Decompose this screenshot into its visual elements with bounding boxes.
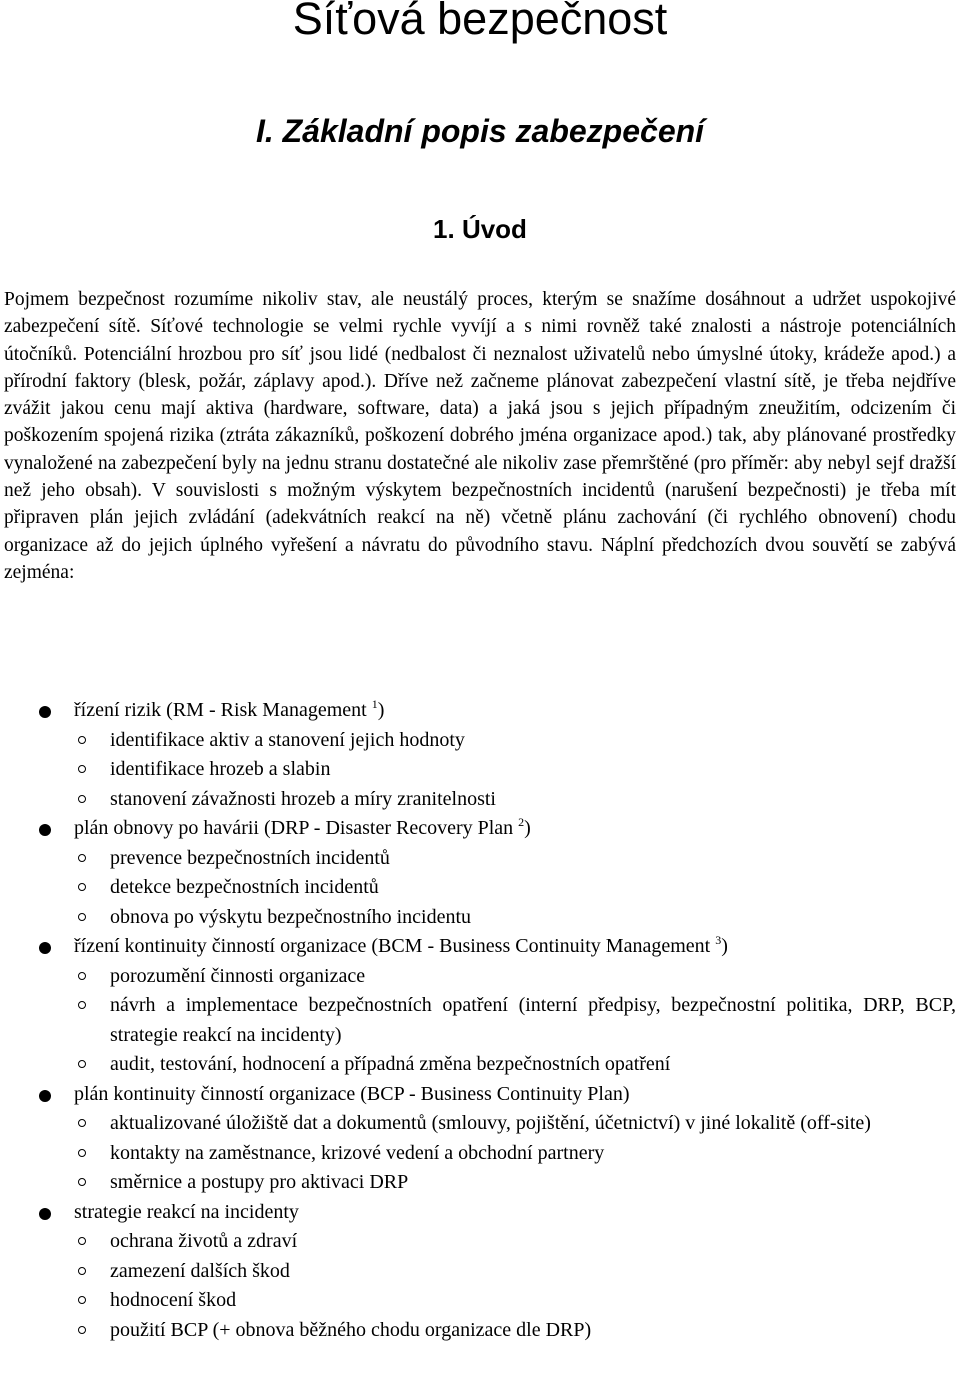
sub-list-item: [0, 1168, 960, 1198]
document-title: Síťová bezpečnost: [292, 0, 668, 44]
list-item-label: plán obnovy po havárii (DRP - Disaster Recovery Plan: [74, 817, 519, 839]
sub-list: [0, 1109, 960, 1198]
intro-paragraph: Pojmem bezpečnost rozumíme nikoliv stav, ale neustálý proces, kterým se snažíme dosáhnout a udržet uspokojivé zabezpečení sítě. Síťové technologie se velmi rychle vyvíjí a s nimi rovněž také znalosti a nástroje potenciálních útočníků. Potenciální hrozbou pro síť jsou lidé (nedbalost či neznalost uživatelů nebo úmyslné útoky, krádeže apod.) a přírodní faktory (blesk, požár, záplavy apod.). Dříve než začneme plánovat zabezpečení vlastní sítě, je třeba nejdříve zvážit jakou cenu mají aktiva (hardware, software, data) a jaká jsou s jejich případným zneužitím, odcizením či poškozením spojená rizika (ztráta zákazníků, poškození dobrého jména organizace apod.) tak, aby plánované prostředky vynaložené na zabezpečení byly na jednu stranu dostatečné ale nikoliv zase přemrštěné (pro příměr: aby nebyl sejf dražší než jeho obsah). V souvislosti s možným výskytem bezpečnostních incidentů (narušení bezpečnosti) je třeba mít připraven plán jejich zvládání (adekvátních reakcí na ně) včetně plánu zachování (či rychlého obnovení) chodu organizace až do jejich úplného vyřešení a návratu do původního stavu. Náplní předchozích dvou souvětí se zabývá zejména:: [4, 289, 956, 583]
list-item-suffix: ): [721, 935, 728, 957]
hollow-bullet-icon: [78, 765, 86, 773]
hollow-bullet-icon: [78, 1237, 86, 1245]
sub-list-item-text: návrh a implementace bezpečnostních opatření (interní předpisy, bezpečnostní politika, DRP, BCP, strategie reakcí na incidenty): [110, 994, 956, 1046]
sub-list-item-text: audit, testování, hodnocení a případná změna bezpečnostních opatření: [110, 1053, 671, 1075]
sub-list-item: [0, 1109, 960, 1139]
list-item-label: plán kontinuity činností organizace (BCP - Business Continuity Plan): [74, 1082, 630, 1105]
list-item: [0, 932, 960, 962]
sub-list-item: [0, 1227, 960, 1257]
sub-list-item: [0, 755, 960, 785]
sub-list-item-text: hodnocení škod: [110, 1289, 237, 1311]
sub-list-item: [0, 1139, 960, 1169]
topic-list: [0, 696, 960, 1345]
filled-bullet-icon: [39, 1090, 51, 1102]
hollow-bullet-icon: [78, 854, 86, 862]
list-item-label: strategie reakcí na incidenty: [74, 1200, 299, 1223]
sub-list-wrapper: [0, 962, 960, 1080]
filled-bullet-icon: [39, 942, 51, 954]
sub-list-item: [0, 1286, 960, 1316]
hollow-bullet-icon: [78, 736, 86, 744]
footnote-marker: 2: [518, 815, 525, 829]
sub-list: [0, 844, 960, 933]
sub-list-wrapper: [0, 1109, 960, 1198]
filled-bullet-icon: [39, 824, 51, 836]
hollow-bullet-icon: [78, 1178, 86, 1186]
sub-list-item-text: ochrana životů a zdraví: [110, 1230, 298, 1252]
sub-list-item-text: identifikace aktiv a stanovení jejich hodnoty: [110, 728, 465, 751]
list-item: [0, 696, 960, 726]
hollow-bullet-icon: [78, 883, 86, 891]
sub-list-item-text: prevence bezpečnostních incidentů: [110, 846, 390, 869]
sub-list-wrapper: [0, 726, 960, 815]
sub-list-item: [0, 903, 960, 933]
sub-list-item: [0, 844, 960, 874]
list-item-suffix: ): [377, 699, 385, 721]
hollow-bullet-icon: [78, 1267, 86, 1275]
sub-list-item-text: obnova po výskytu bezpečnostního incidentu: [110, 905, 472, 928]
sub-list-item-text: kontakty na zaměstnance, krizové vedení a obchodní partnery: [110, 1141, 605, 1164]
sub-list-wrapper: [0, 1227, 960, 1345]
list-item-suffix: ): [524, 817, 531, 839]
sub-list-item-text: stanovení závažnosti hrozeb a míry zranitelnosti: [110, 787, 496, 810]
list-item-label: řízení kontinuity činností organizace (BCM - Business Continuity Management: [74, 935, 716, 957]
sub-list-item-text: identifikace hrozeb a slabin: [110, 758, 331, 780]
sub-list: [0, 1227, 960, 1345]
sub-list-item-text: aktualizované úložiště dat a dokumentů (smlouvy, pojištění, účetnictví) v jiné lokalitě (off-site): [110, 1112, 871, 1134]
section-heading: 1. Úvod: [433, 214, 527, 244]
filled-bullet-icon: [39, 1208, 51, 1220]
sub-list-item: [0, 962, 960, 992]
list-item: [0, 1198, 960, 1228]
sub-list-item: [0, 726, 960, 756]
sub-list-item-text: zamezení dalších škod: [110, 1259, 290, 1282]
sub-list-item: [0, 991, 960, 1050]
sub-list-item-text: použití BCP (+ obnova běžného chodu organizace dle DRP): [110, 1318, 592, 1341]
filled-bullet-icon: [39, 706, 51, 718]
sub-list: [0, 726, 960, 815]
footnote-marker: 1: [371, 697, 378, 711]
sub-list-item-text: směrnice a postupy pro aktivaci DRP: [110, 1171, 409, 1193]
sub-list-wrapper: [0, 844, 960, 933]
hollow-bullet-icon: [78, 1119, 86, 1127]
hollow-bullet-icon: [78, 1149, 86, 1157]
sub-list-item: [0, 1257, 960, 1287]
sub-list-item: [0, 873, 960, 903]
hollow-bullet-icon: [78, 913, 86, 921]
hollow-bullet-icon: [78, 972, 86, 980]
sub-list-item: [0, 1316, 960, 1346]
hollow-bullet-icon: [78, 1060, 86, 1068]
sub-list-item: [0, 1050, 960, 1080]
list-item-label: řízení rizik (RM - Risk Management: [74, 699, 372, 721]
footnote-marker: 3: [715, 933, 722, 947]
chapter-heading: I. Základní popis zabezpečení: [255, 113, 705, 149]
list-item: [0, 1080, 960, 1110]
sub-list-item: [0, 785, 960, 815]
hollow-bullet-icon: [78, 1326, 86, 1334]
sub-list-item-text: detekce bezpečnostních incidentů: [110, 876, 379, 898]
hollow-bullet-icon: [78, 1296, 86, 1304]
hollow-bullet-icon: [78, 795, 86, 803]
sub-list-item-text: porozumění činnosti organizace: [110, 964, 366, 987]
list-item: [0, 814, 960, 844]
sub-list: [0, 962, 960, 1080]
hollow-bullet-icon: [78, 1001, 86, 1009]
